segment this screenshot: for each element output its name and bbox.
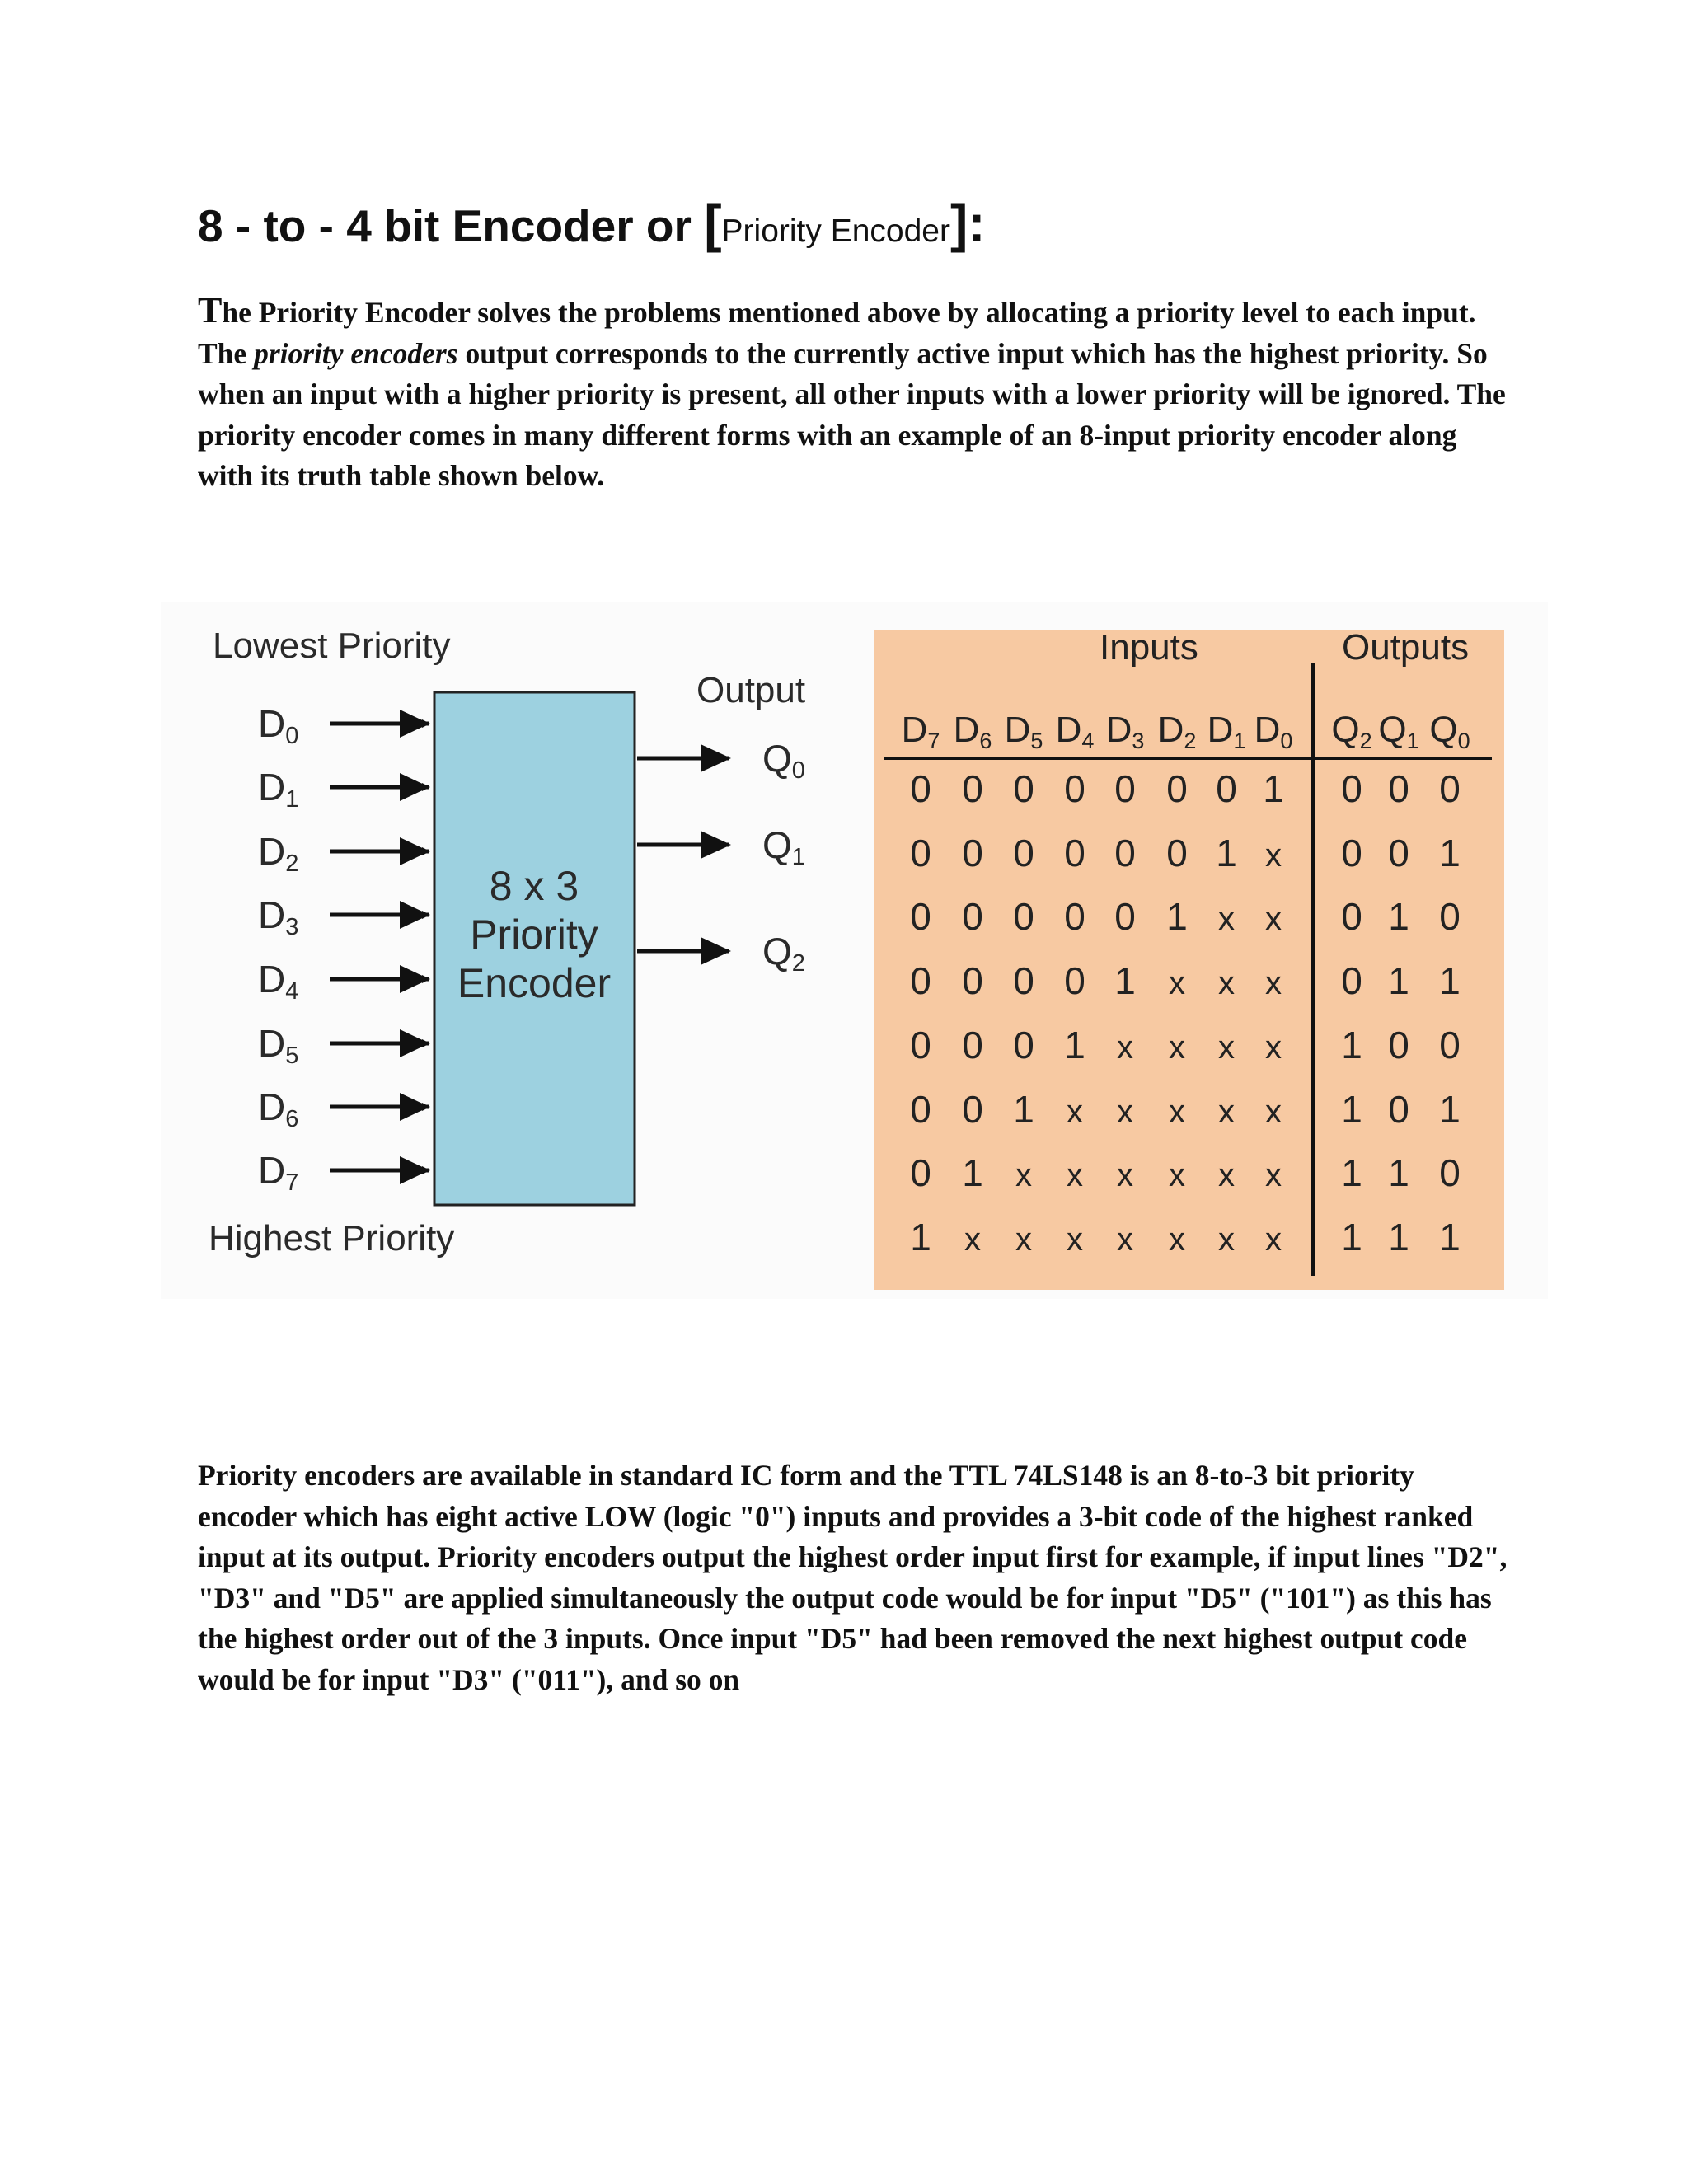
table-cell: x (1015, 1157, 1032, 1193)
column-header-q0: Q0 (1429, 710, 1470, 753)
table-cell: 0 (910, 767, 931, 810)
table-cell: x (1218, 1157, 1235, 1193)
table-cell: 1 (1013, 1088, 1034, 1131)
input-label-d0: D0 (258, 702, 299, 749)
table-cell: 1 (1388, 1216, 1409, 1258)
table-cell: 0 (910, 895, 931, 938)
column-header-d2: D2 (1157, 710, 1197, 753)
table-cell: x (1117, 1094, 1133, 1130)
column-header-d5: D5 (1004, 710, 1043, 753)
arrowhead-icon (400, 773, 429, 801)
output-lines (637, 737, 805, 977)
table-cell: 0 (962, 1024, 983, 1066)
table-cell: 0 (910, 1151, 931, 1194)
table-cell: x (1218, 1029, 1235, 1066)
table-cell: 0 (1341, 767, 1362, 810)
table-cell: x (1117, 1221, 1133, 1258)
input-label-d4: D4 (258, 958, 299, 1005)
priority-encoder-figure (161, 602, 1548, 1299)
table-cell: x (1265, 1029, 1282, 1066)
output-label-q2: Q2 (762, 930, 805, 977)
column-header-d6: D6 (953, 710, 992, 753)
arrowhead-icon (400, 1029, 429, 1057)
table-cell: 0 (1013, 1024, 1034, 1066)
intro-paragraph (198, 290, 1517, 497)
table-cell: x (1015, 1221, 1032, 1258)
table-cell: 0 (1439, 1151, 1461, 1194)
input-label-d3: D3 (258, 893, 299, 940)
table-cell: x (1169, 1029, 1185, 1066)
ic-paragraph: Priority encoders are available in standard IC form and the TTL 74LS148 is an 8-to-3 bit priority encoder which has eight active LOW (logic "0") inputs and provides a 3-bit code of the highest ranked input at its output. Priority encoders output the highest order input first for example, if input lines "D2", "D3" and "D5" are applied simultaneously the output code would be for input "D5" ("101") as this has the highest order out of the 3 inputs. Once input "D5" had been removed the next highest output code would be for input "D3" ("011"), and so on (198, 1459, 1507, 1696)
drop-cap: T (198, 290, 223, 330)
table-cell: x (1169, 1157, 1185, 1193)
lowest-priority-label: Lowest Priority (213, 626, 451, 666)
table-cell: 0 (910, 832, 931, 874)
arrowhead-icon (400, 901, 429, 929)
table-cell: 0 (1166, 767, 1188, 810)
table-cell: 0 (1064, 895, 1085, 938)
table-cell: x (1169, 1221, 1185, 1258)
table-cell: 1 (1341, 1088, 1362, 1131)
column-header-d7: D7 (901, 710, 940, 753)
table-cell: 0 (962, 767, 983, 810)
table-cell: 0 (1114, 767, 1136, 810)
input-label-d7: D7 (258, 1149, 299, 1196)
table-cell: 0 (1341, 959, 1362, 1002)
table-cell: 1 (962, 1151, 983, 1194)
column-header-d0: D0 (1254, 710, 1293, 753)
figure-canvas (161, 602, 1548, 1299)
table-cell: x (1169, 1094, 1185, 1130)
input-label-d6: D6 (258, 1085, 299, 1132)
table-cell: x (1265, 1157, 1282, 1193)
table-cell: 0 (1439, 1024, 1461, 1066)
table-cell: 0 (1388, 832, 1409, 874)
arrowhead-icon (400, 1156, 429, 1184)
table-cell: 0 (1166, 832, 1188, 874)
input-label-d1: D1 (258, 766, 299, 813)
table-cell: 0 (1013, 832, 1034, 874)
table-cell: 0 (962, 895, 983, 938)
column-header-q1: Q1 (1378, 710, 1419, 753)
encoder-label-line: 8 x 3 (489, 863, 579, 909)
table-cell: 0 (1013, 895, 1034, 938)
page-heading (198, 194, 986, 252)
arrowhead-icon (400, 837, 429, 865)
table-cell: 0 (1341, 895, 1362, 938)
table-cell: x (1067, 1157, 1083, 1193)
table-cell: 1 (1439, 1088, 1461, 1131)
table-cell: 0 (1388, 1088, 1409, 1131)
arrowhead-icon (400, 710, 429, 738)
table-cell: 1 (1439, 959, 1461, 1002)
table-cell: 1 (1439, 832, 1461, 874)
table-cell: x (1265, 837, 1282, 874)
output-label-q1: Q1 (762, 823, 805, 870)
table-cell: x (1218, 1094, 1235, 1130)
outputs-header: Outputs (1342, 627, 1470, 668)
table-cell: x (1067, 1221, 1083, 1258)
input-label-d5: D5 (258, 1022, 299, 1069)
table-cell: 0 (1388, 1024, 1409, 1066)
table-cell: x (1218, 901, 1235, 937)
intro-text-part2: output corresponds to the currently active input which has the highest priority. So when an input with a higher priority is present, all other inputs with a lower priority will be ignored. The priority encoder comes in many different forms with an example of an 8-input priority encoder along with its truth table shown below. (198, 336, 1506, 492)
table-cell: x (1117, 1157, 1133, 1193)
table-cell: x (1117, 1029, 1133, 1066)
column-header-d1: D1 (1207, 710, 1246, 753)
table-cell: 0 (1341, 832, 1362, 874)
column-header-d4: D4 (1055, 710, 1095, 753)
table-cell: 0 (910, 959, 931, 1002)
input-label-d2: D2 (258, 830, 299, 877)
table-cell: 0 (1439, 767, 1461, 810)
arrowhead-icon (701, 831, 731, 859)
input-lines (258, 702, 429, 1196)
table-cell: 0 (1064, 959, 1085, 1002)
table-cell: 0 (1114, 895, 1136, 938)
output-label: Output (696, 670, 806, 710)
table-cell: 1 (1388, 895, 1409, 938)
table-cell: 1 (1263, 767, 1284, 810)
table-cell: x (1265, 1221, 1282, 1258)
heading-main: 8 - to - 4 bit Encoder or (198, 200, 705, 251)
table-cell: x (1067, 1094, 1083, 1130)
table-cell: 1 (910, 1216, 931, 1258)
table-cell: 0 (1114, 832, 1136, 874)
table-cell: 1 (1064, 1024, 1085, 1066)
table-cell: 1 (1114, 959, 1136, 1002)
table-cell: 0 (1013, 767, 1034, 810)
table-cell: 1 (1341, 1216, 1362, 1258)
output-label-q0: Q0 (762, 737, 805, 784)
table-cell: 0 (1388, 767, 1409, 810)
table-cell: 0 (962, 959, 983, 1002)
table-cell: x (1218, 965, 1235, 1001)
table-cell: x (1169, 965, 1185, 1001)
table-cell: 0 (1064, 767, 1085, 810)
table-cell: 1 (1216, 832, 1237, 874)
encoder-label-line: Priority (470, 912, 598, 958)
table-cell: 1 (1388, 959, 1409, 1002)
table-cell: 0 (910, 1024, 931, 1066)
table-cell: 1 (1341, 1151, 1362, 1194)
table-cell: x (1265, 1094, 1282, 1130)
table-cell: 1 (1166, 895, 1188, 938)
table-cell: 0 (1013, 959, 1034, 1002)
table-cell: 0 (1439, 895, 1461, 938)
heading-close-bracket: ]: (950, 194, 986, 253)
arrowhead-icon (701, 744, 731, 772)
table-cell: 1 (1341, 1024, 1362, 1066)
table-cell: x (964, 1221, 981, 1258)
arrowhead-icon (400, 965, 429, 993)
table-cell: 1 (1439, 1216, 1461, 1258)
table-cell: x (1265, 965, 1282, 1001)
table-cell: 0 (962, 832, 983, 874)
table-cell: x (1218, 1221, 1235, 1258)
table-cell: x (1265, 901, 1282, 937)
arrowhead-icon (701, 937, 731, 965)
table-cell: 0 (910, 1088, 931, 1131)
table-cell: 0 (962, 1088, 983, 1131)
table-cell: 1 (1388, 1151, 1409, 1194)
column-header-q2: Q2 (1331, 710, 1372, 753)
table-cell: 0 (1216, 767, 1237, 810)
heading-subtitle: Priority Encoder (721, 213, 950, 249)
table-cell: 0 (1064, 832, 1085, 874)
column-header-d3: D3 (1105, 710, 1145, 753)
highest-priority-label: Highest Priority (209, 1218, 455, 1258)
intro-text-part1: he Priority Encoder solves the problems mentioned above by allocating a priority level to each input. The (198, 296, 1476, 370)
heading-open-bracket: [ (704, 194, 722, 253)
arrowhead-icon (400, 1093, 429, 1121)
inputs-header: Inputs (1100, 627, 1198, 668)
intro-emphasis: priority encoders (254, 336, 458, 370)
encoder-label-line: Encoder (457, 960, 612, 1006)
